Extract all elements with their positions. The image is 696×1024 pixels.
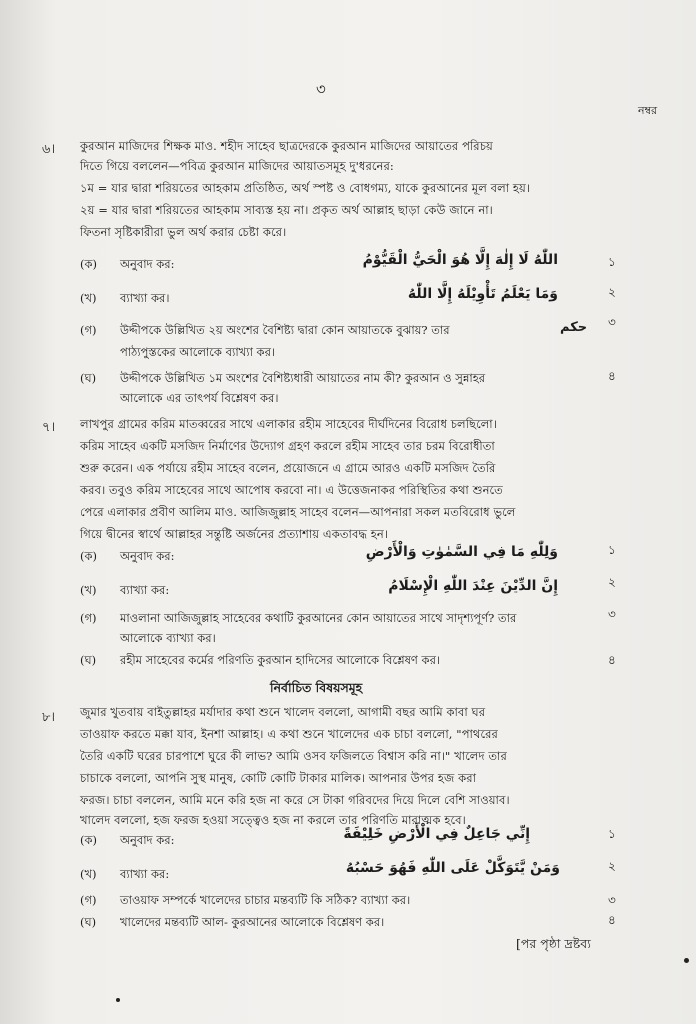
- sub-question-label: (খ): [80, 867, 97, 881]
- marks-value: ২: [608, 859, 616, 873]
- sub-question-text-cont: পাঠ্যপুস্তকের আলোকে ব্যাখ্যা কর।: [120, 345, 276, 359]
- sub-question-text: ব্যাখ্যা কর।: [120, 291, 170, 305]
- marks-value: ৪: [608, 913, 616, 927]
- stem-line: গিয়ে দ্বীনের স্বার্থে আল্লাহর সন্তুষ্টি অর্জনের প্রত্যাশায় একতাবদ্ধ হন।: [80, 527, 389, 541]
- stem-line: কুরআন মাজিদের শিক্ষক মাও. শহীদ সাহেব ছাত্রদেরকে কুরআন মাজিদের আয়াতের পরিচয়: [80, 139, 493, 153]
- sub-question-label: (ঘ): [80, 653, 97, 667]
- sub-question-text: মাওলানা আজিজুল্লাহ সাহেবের কথাটি কুরআনের কোন আয়াতের সাথে সাদৃশ্যপূর্ণ? তার: [120, 611, 517, 625]
- stem-line: পেরে এলাকার প্রবীণ আলিম মাও. আজিজুল্লাহ সাহেব বলেন—আপনারা সকল মতবিরোধ ভুলে: [80, 505, 516, 519]
- sub-question-text-cont: আলোকে এর তাৎপর্য বিশ্লেষণ কর।: [120, 391, 279, 405]
- sub-question-label: (খ): [80, 583, 97, 597]
- sub-question-text: রহীম সাহেবের কর্মের পরিণতি কুরআন হাদিসের আলোকে বিশ্লেষণ কর।: [120, 653, 441, 667]
- marks-value: ১: [608, 255, 616, 269]
- marks-value: ৩: [608, 315, 616, 329]
- sub-question-text: ব্যাখ্যা কর:: [120, 867, 170, 881]
- sub-question-text: উদ্দীপকে উল্লিখিত ২য় অংশের বৈশিষ্ট্য দ্বারা কোন আয়াতকে বুঝায়? তার: [120, 323, 450, 337]
- marks-value: ৪: [608, 369, 616, 383]
- stem-line: জুমার খুতবায় বাইতুল্লাহর মর্যাদার কথা শুনে খালেদ বললো, আগামী বছর আমি কাবা ঘর: [80, 705, 486, 719]
- marks-value: ২: [608, 575, 616, 589]
- arabic-verse: وَلِلّٰهِ مَا فِي السَّمٰوٰتِ وَالْأَرْضِ: [365, 544, 558, 560]
- stem-line: ১ম = যার দ্বারা শরিয়তের আহকাম প্রতিষ্ঠিত, অর্থ স্পষ্ট ও বোধগম্য, যাকে কুরআনের মূল বলা হয়।: [80, 181, 531, 195]
- sub-question-label: (খ): [80, 291, 97, 305]
- arabic-word: حكم: [560, 320, 588, 335]
- sub-question-text: খালেদের মন্তব্যটি আল- কুরআনের আলোকে বিশ্লেষণ কর।: [120, 915, 385, 929]
- marks-value: ১: [608, 827, 616, 841]
- sub-question-text: অনুবাদ কর:: [120, 549, 175, 563]
- marks-column-header: নম্বর: [638, 104, 658, 117]
- question-number: ৭।: [42, 420, 56, 435]
- sub-question-label: (ঘ): [80, 371, 97, 385]
- marks-value: ১: [608, 543, 616, 557]
- sub-question-label: (গ): [80, 323, 97, 337]
- stem-line: করিম সাহেব একটি মসজিদ নির্মাণের উদ্যোগ গ্রহণ করলে রহীম সাহেব তার চরম বিরোধীতা: [80, 439, 495, 453]
- sub-question-label: (ঘ): [80, 915, 97, 929]
- stem-line: লাখপুর গ্রামের করিম মাতব্বরের সাথে এলাকার রহীম সাহেবের দীর্ঘদিনের বিরোধ চলছিলো।: [80, 417, 497, 431]
- page-number: ৩: [316, 80, 326, 98]
- marks-value: ২: [608, 285, 616, 299]
- marks-value: ৩: [608, 893, 616, 907]
- stem-line: করব। তবুও করিম সাহেবের সাথে আপোষ করবো না। এ উত্তেজনাকর পরিস্থিতির কথা শুনতে: [80, 483, 503, 497]
- stem-line: তাওয়াফ করতে মক্কা যাব, ইনশা আল্লাহ। এ কথা শুনে খালেদের এক চাচা বললো, "পাথরের: [80, 727, 498, 741]
- stem-line: ফরজ। চাচা বললেন, আমি মনে করি হজ না করে সে টাকা গরিবদের দিয়ে দিলে বেশি সাওয়াব।: [80, 793, 510, 807]
- stem-line: চাচাকে বললো, আপনি সুস্থ মানুষ, কোটি কোটি টাকার মালিক। আপনার উপর হজ করা: [80, 771, 477, 785]
- sub-question-text: উদ্দীপকে উল্লিখিত ১ম অংশের বৈশিষ্ট্যধারী আয়াতের নাম কী? কুরআন ও সুন্নাহর: [120, 371, 486, 385]
- arabic-verse: اللّٰهُ لَا إِلٰهَ إِلَّا هُوَ الْحَيُّ الْقَيُّوْمُ: [362, 252, 558, 268]
- section-heading: নির্বাচিত বিষয়সমূহ: [270, 680, 363, 695]
- question-number: ৬।: [42, 142, 56, 157]
- sub-question-text: ব্যাখ্যা কর:: [120, 583, 170, 597]
- arabic-verse: وَمَا يَعْلَمُ تَأْوِيْلَهُ إِلَّا اللّٰهُ: [407, 286, 558, 302]
- stem-line: ফিতনা সৃষ্টিকারীরা ভুল অর্থ করার চেষ্টা করে।: [80, 225, 287, 239]
- stem-line: খালেদ বললো, হজ ফরজ হওয়া সত্ত্বেও হজ না করলে তার পরিণতি মারাত্মক হবে।: [80, 813, 466, 827]
- question-number: ৮।: [42, 710, 56, 725]
- ink-dot: [116, 998, 120, 1002]
- stem-line: ২য় = যার দ্বারা শরিয়তের আহকাম সাব্যস্ত হয় না। প্রকৃত অর্থ আল্লাহ ছাড়া কেউ জানে না।: [80, 203, 493, 217]
- sub-question-label: (ক): [80, 257, 98, 271]
- sub-question-label: (ক): [80, 549, 98, 563]
- stem-line: দিতে গিয়ে বললেন—পবিত্র কুরআন মাজিদের আয়াতসমূহ দু'ধরনের:: [80, 159, 394, 173]
- sub-question-text-cont: আলোকে ব্যাখ্যা কর।: [120, 631, 216, 645]
- ink-dot: [684, 958, 689, 963]
- sub-question-label: (ক): [80, 833, 98, 847]
- sub-question-label: (গ): [80, 611, 97, 625]
- continued-note: [পর পৃষ্ঠা দ্রষ্টব্য: [516, 936, 591, 951]
- stem-line: তৈরি একটি ঘরের চারপাশে ঘুরে কী লাভ? আমি ওসব ফজিলতে বিশ্বাস করি না।" খালেদ তার: [80, 749, 507, 763]
- arabic-verse: وَمَنْ يَّتَوَكَّلْ عَلَى اللّٰهِ فَهُوَ حَسْبُهُ: [345, 860, 560, 876]
- sub-question-label: (গ): [80, 893, 97, 907]
- arabic-verse: إِنِّي جَاعِلٌ فِي الْأَرْضِ خَلِيْفَةً: [343, 826, 530, 842]
- sub-question-text: অনুবাদ কর:: [120, 257, 175, 271]
- sub-question-text: অনুবাদ কর:: [120, 833, 175, 847]
- sub-question-text: তাওয়াফ সম্পর্কে খালেদের চাচার মন্তব্যটি কি সঠিক? ব্যাখ্যা কর।: [120, 893, 411, 907]
- marks-value: ৩: [608, 607, 616, 621]
- stem-line: শুরু করেন। এক পর্যায়ে রহীম সাহেব বলেন, প্রয়োজনে এ গ্রামে আরও একটি মসজিদ তৈরি: [80, 461, 496, 475]
- marks-value: ৪: [608, 653, 616, 667]
- arabic-verse: إِنَّ الدِّيْنَ عِنْدَ اللّٰهِ الْإِسْلَامُ: [388, 578, 558, 594]
